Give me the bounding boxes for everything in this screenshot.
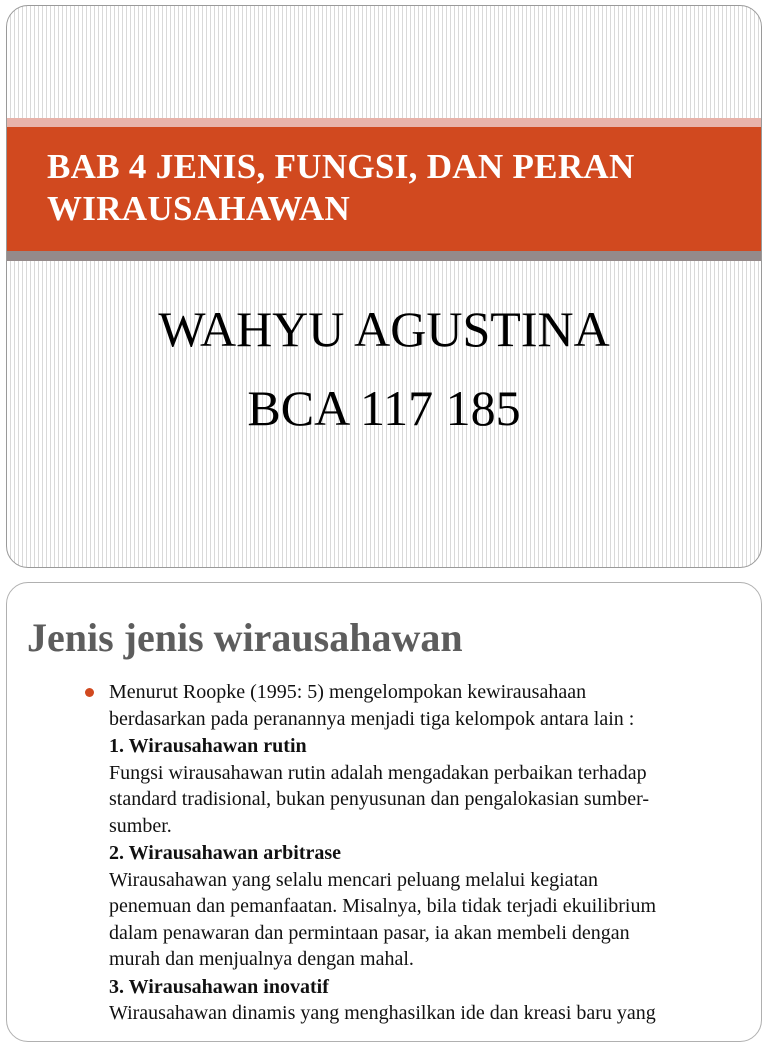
author-id: BCA 117 185 — [247, 380, 521, 436]
type-text-line: sumber. — [109, 814, 172, 837]
type-text-line: Fungsi wirausahawan rutin adalah mengadakan perbaikan terhadap — [109, 761, 647, 784]
type-text-line: Wirausahawan yang selalu mencari peluang melalui kegiatan — [109, 868, 598, 891]
slide-title — [47, 146, 741, 230]
type-text-line: penemuan dan pemanfaatan. Misalnya, bila tidak terjadi ekuilibrium — [109, 895, 657, 917]
type-text-line: dalam penawaran dan permintaan pasar, ia akan membeli dengan — [109, 921, 630, 944]
slide-title-line-1: BAB 4 JENIS, FUNGSI, DAN PERAN — [47, 147, 635, 186]
bullet-icon — [85, 688, 94, 697]
type-title: 2. Wirausahawan arbitrase — [109, 842, 342, 864]
type-title: 1. Wirausahawan rutin — [109, 735, 307, 757]
content-heading: Jenis jenis wirausahawan — [27, 615, 463, 660]
type-text-line: standard tradisional, bukan penyusunan dan pengalokasian sumber- — [109, 788, 650, 810]
type-text-line: murah dan menjualnya dengan mahal. — [109, 948, 414, 970]
content-slide — [6, 582, 762, 1042]
intro-line: Menurut Roopke (1995: 5) mengelompokan kewirausahaan — [109, 681, 587, 703]
type-title: 3. Wirausahawan inovatif — [109, 975, 329, 998]
intro-line: berdasarkan pada peranannya menjadi tiga kelompok antara lain : — [109, 707, 635, 730]
accent-strip-top — [7, 118, 761, 127]
author-name: WAHYU AGUSTINA — [158, 301, 610, 357]
slide-title-line-2: WIRAUSAHAWAN — [47, 189, 351, 228]
type-text-line: Wirausahawan dinamis yang menghasilkan ide dan kreasi baru yang — [109, 1002, 656, 1024]
title-slide — [6, 5, 762, 568]
accent-strip-bottom — [7, 251, 761, 261]
content-body — [109, 679, 749, 1027]
